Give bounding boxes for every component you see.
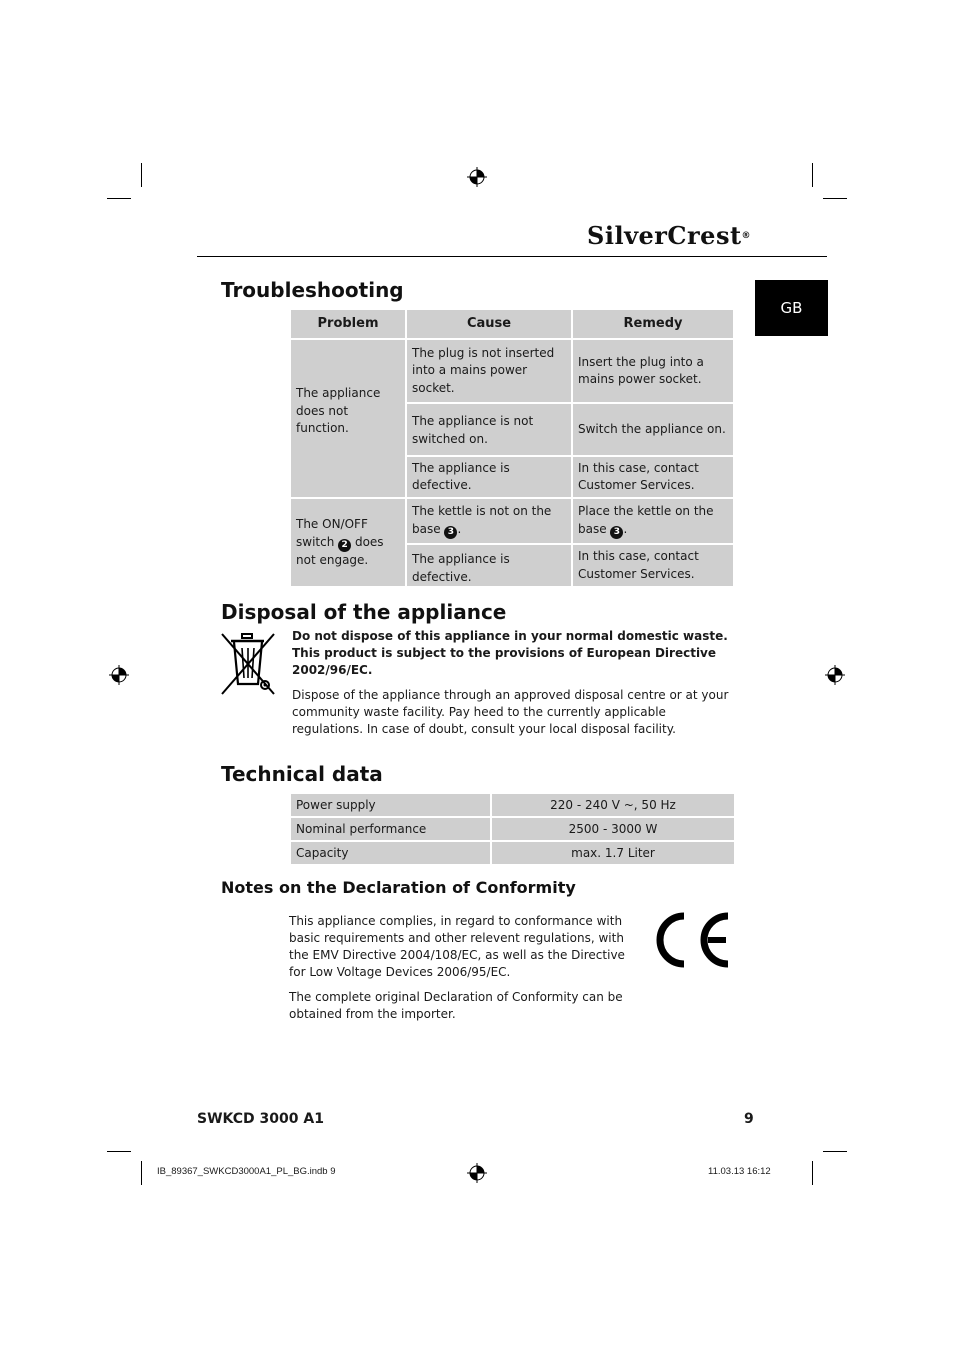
- remedy-cell: In this case, contact Customer Services.: [572, 544, 734, 587]
- conformity-heading: Notes on the Declaration of Conformity: [221, 878, 576, 897]
- column-header: Remedy: [572, 309, 734, 339]
- remedy-cell: Place the kettle on the base 3 .: [572, 498, 734, 544]
- print-slug-file: IB_89367_SWKCD3000A1_PL_BG.indb 9: [157, 1166, 336, 1177]
- crop-mark: [107, 198, 131, 199]
- cause-cell: The appliance is defective.: [406, 544, 572, 587]
- troubleshooting-table: [289, 308, 735, 588]
- page-number: 9: [744, 1111, 754, 1127]
- item-number-badge: 3: [610, 526, 623, 539]
- spec-value: 220 - 240 V ~, 50 Hz: [491, 793, 735, 817]
- crop-mark: [812, 163, 813, 187]
- print-slug-date: 11.03.13 16:12: [708, 1166, 771, 1177]
- registration-mark-icon: [109, 665, 129, 685]
- spec-value: 2500 - 3000 W: [491, 817, 735, 841]
- conformity-text: This appliance complies, in regard to conformance with basic requirements and other relevent regulations, with the EMV Directive 2004/108/EC, as well as the Directive for Low Voltage Devices 2006/95/EC.: [289, 914, 625, 979]
- item-number-badge: 3: [444, 526, 457, 539]
- problem-cell: The ON/OFF switch 2 does not engage.: [290, 498, 406, 587]
- crop-mark: [823, 1151, 847, 1152]
- disposal-heading: Disposal of the appliance: [221, 600, 507, 624]
- ce-mark: [654, 912, 734, 968]
- remedy-cell: Switch the appliance on.: [572, 403, 734, 456]
- language-tab: GB: [755, 280, 828, 336]
- item-number-badge: 2: [338, 539, 351, 552]
- registration-mark-icon: [467, 1163, 487, 1183]
- remedy-cell: Insert the plug into a mains power socket.: [572, 339, 734, 403]
- disposal-text: Dispose of the appliance through an approved disposal centre or at your community waste facility. Pay heed to the currently applicable regulations. In case of doubt, consult your local disposal facility.: [292, 688, 729, 736]
- cause-cell: The kettle is not on the base 3 .: [406, 498, 572, 544]
- table-row: [290, 793, 735, 817]
- model-number: SWKCD 3000 A1: [197, 1111, 324, 1127]
- spec-label: Capacity: [290, 841, 491, 865]
- troubleshooting-heading: Troubleshooting: [221, 278, 404, 302]
- cause-cell: The plug is not inserted into a mains power socket.: [406, 339, 572, 403]
- crop-mark: [141, 163, 142, 187]
- registration-mark-icon: [825, 665, 845, 685]
- disposal-warning: Do not dispose of this appliance in your normal domestic waste. This product is subject to the provisions of European Directive 2002/96/EC.: [292, 629, 728, 677]
- crop-mark: [141, 1161, 142, 1185]
- registration-mark-icon: [467, 167, 487, 187]
- column-header: Problem: [290, 309, 406, 339]
- table-row: [290, 498, 734, 544]
- technical-data-table: [289, 792, 736, 866]
- table-row: [290, 339, 734, 403]
- cause-cell: The appliance is defective.: [406, 456, 572, 498]
- crop-mark: [812, 1161, 813, 1185]
- cause-cell: The appliance is not switched on.: [406, 403, 572, 456]
- crossed-out-bin-icon: [218, 630, 278, 698]
- crop-mark: [823, 198, 847, 199]
- table-row: [290, 841, 735, 865]
- spec-value: max. 1.7 Liter: [491, 841, 735, 865]
- brand-logo: SilverCrest®: [587, 221, 752, 250]
- header-rule: [197, 256, 827, 257]
- column-header: Cause: [406, 309, 572, 339]
- spec-label: Nominal performance: [290, 817, 491, 841]
- spec-label: Power supply: [290, 793, 491, 817]
- conformity-text: The complete original Declaration of Conformity can be obtained from the importer.: [289, 990, 623, 1021]
- table-row: [290, 817, 735, 841]
- problem-cell: The appliance does not function.: [290, 339, 406, 498]
- remedy-cell: In this case, contact Customer Services.: [572, 456, 734, 498]
- technical-heading: Technical data: [221, 762, 383, 786]
- crop-mark: [107, 1151, 131, 1152]
